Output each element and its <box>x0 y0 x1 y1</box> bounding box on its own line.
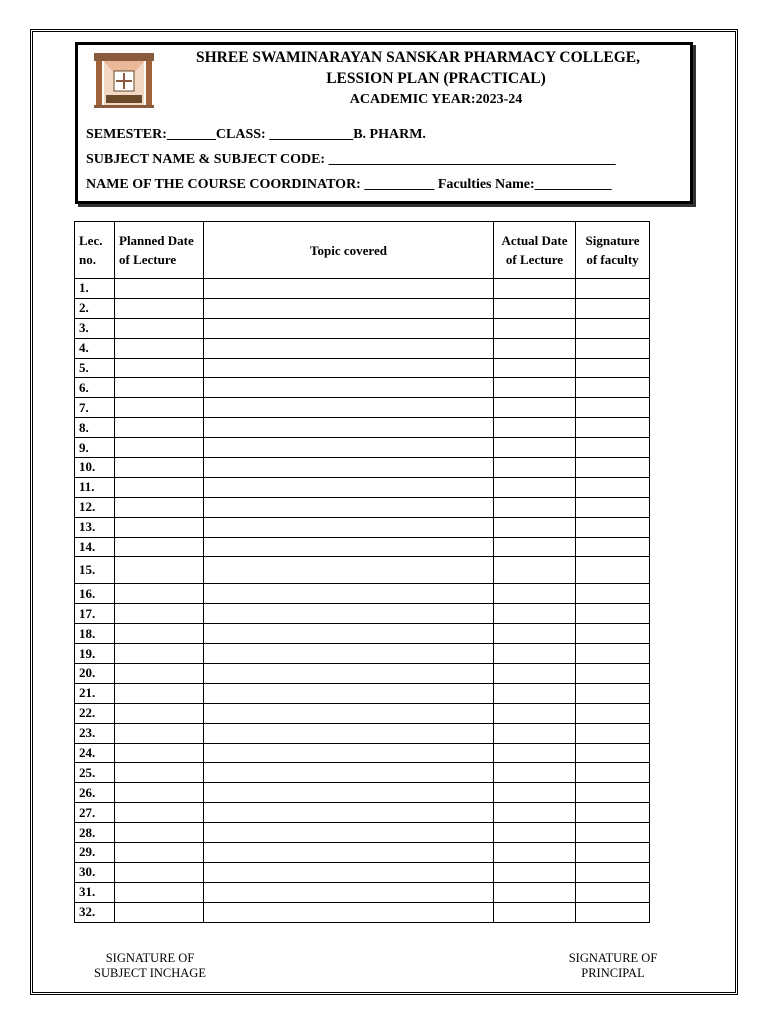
planned-date-cell[interactable] <box>115 604 204 624</box>
actual-date-cell[interactable] <box>494 338 576 358</box>
lecture-number: 14. <box>75 537 115 557</box>
topic-cell[interactable] <box>204 683 494 703</box>
planned-date-cell[interactable] <box>115 723 204 743</box>
lecture-number: 25. <box>75 763 115 783</box>
actual-date-cell[interactable] <box>494 477 576 497</box>
header-planned-date: Planned Date of Lecture <box>115 222 204 279</box>
signature-cell[interactable] <box>576 338 650 358</box>
topic-cell[interactable] <box>204 862 494 882</box>
signature-cell[interactable] <box>576 683 650 703</box>
topic-cell[interactable] <box>204 557 494 584</box>
signature-cell[interactable] <box>576 723 650 743</box>
planned-date-cell[interactable] <box>115 743 204 763</box>
actual-date-cell[interactable] <box>494 703 576 723</box>
table-row <box>75 398 650 418</box>
table-row <box>75 477 650 497</box>
lecture-number: 10. <box>75 458 115 478</box>
lecture-number: 8. <box>75 418 115 438</box>
planned-date-cell[interactable] <box>115 624 204 644</box>
planned-date-cell[interactable] <box>115 803 204 823</box>
lecture-number: 20. <box>75 664 115 684</box>
signature-cell[interactable] <box>576 584 650 604</box>
planned-date-cell[interactable] <box>115 279 204 299</box>
planned-date-cell[interactable] <box>115 318 204 338</box>
lecture-number: 7. <box>75 398 115 418</box>
lecture-number: 19. <box>75 644 115 664</box>
table-row <box>75 624 650 644</box>
table-row <box>75 358 650 378</box>
table-row <box>75 318 650 338</box>
table-row <box>75 862 650 882</box>
topic-cell[interactable] <box>204 902 494 922</box>
lecture-number: 22. <box>75 703 115 723</box>
topic-cell[interactable] <box>204 438 494 458</box>
table-row <box>75 703 650 723</box>
planned-date-cell[interactable] <box>115 843 204 863</box>
lecture-number: 3. <box>75 318 115 338</box>
actual-date-cell[interactable] <box>494 497 576 517</box>
planned-date-cell[interactable] <box>115 823 204 843</box>
principal-signature <box>548 951 678 981</box>
actual-date-cell[interactable] <box>494 604 576 624</box>
course-coordinator-line: NAME OF THE COURSE COORDINATOR: __________ Faculties Name:___________ <box>86 177 612 192</box>
actual-date-cell[interactable] <box>494 882 576 902</box>
topic-cell[interactable] <box>204 723 494 743</box>
table-row <box>75 584 650 604</box>
table-row <box>75 298 650 318</box>
planned-date-cell[interactable] <box>115 497 204 517</box>
topic-cell[interactable] <box>204 398 494 418</box>
actual-date-cell[interactable] <box>494 418 576 438</box>
signature-cell[interactable] <box>576 882 650 902</box>
actual-date-cell[interactable] <box>494 298 576 318</box>
planned-date-cell[interactable] <box>115 902 204 922</box>
actual-date-cell[interactable] <box>494 517 576 537</box>
semester-class-line: SEMESTER:_______CLASS: ____________B. PHARM. <box>86 127 426 142</box>
signature-cell[interactable] <box>576 477 650 497</box>
actual-date-cell[interactable] <box>494 862 576 882</box>
lecture-number: 21. <box>75 683 115 703</box>
table-row <box>75 743 650 763</box>
lecture-number: 18. <box>75 624 115 644</box>
planned-date-cell[interactable] <box>115 683 204 703</box>
college-name: SHREE SWAMINARAYAN SANSKAR PHARMACY COLLEGE, <box>196 49 640 66</box>
lecture-number: 23. <box>75 723 115 743</box>
table-row <box>75 438 650 458</box>
table-row <box>75 664 650 684</box>
lecture-number: 32. <box>75 902 115 922</box>
lecture-number: 12. <box>75 497 115 517</box>
header-lec-no: Lec. no. <box>75 222 115 279</box>
planned-date-cell[interactable] <box>115 763 204 783</box>
subject-incharge-signature-label: SIGNATURE OF SUBJECT INCHAGE <box>94 951 206 980</box>
lecture-number: 4. <box>75 338 115 358</box>
table-row <box>75 902 650 922</box>
signature-cell[interactable] <box>576 703 650 723</box>
planned-date-cell[interactable] <box>115 882 204 902</box>
topic-cell[interactable] <box>204 644 494 664</box>
lecture-number: 26. <box>75 783 115 803</box>
lecture-number: 17. <box>75 604 115 624</box>
actual-date-cell[interactable] <box>494 624 576 644</box>
signature-cell[interactable] <box>576 378 650 398</box>
topic-cell[interactable] <box>204 843 494 863</box>
topic-cell[interactable] <box>204 418 494 438</box>
actual-date-cell[interactable] <box>494 644 576 664</box>
planned-date-cell[interactable] <box>115 418 204 438</box>
signature-cell[interactable] <box>576 557 650 584</box>
actual-date-cell[interactable] <box>494 783 576 803</box>
planned-date-cell[interactable] <box>115 584 204 604</box>
signature-cell[interactable] <box>576 318 650 338</box>
table-row <box>75 683 650 703</box>
table-header-row <box>75 222 650 279</box>
signature-cell[interactable] <box>576 803 650 823</box>
signature-cell[interactable] <box>576 458 650 478</box>
topic-cell[interactable] <box>204 279 494 299</box>
planned-date-cell[interactable] <box>115 557 204 584</box>
table-row <box>75 803 650 823</box>
plan-title: LESSION PLAN (PRACTICAL) <box>326 70 546 87</box>
table-row <box>75 458 650 478</box>
signature-cell[interactable] <box>576 843 650 863</box>
actual-date-cell[interactable] <box>494 664 576 684</box>
signature-cell[interactable] <box>576 644 650 664</box>
actual-date-cell[interactable] <box>494 378 576 398</box>
signature-cell[interactable] <box>576 783 650 803</box>
planned-date-cell[interactable] <box>115 298 204 318</box>
table-row <box>75 517 650 537</box>
actual-date-cell[interactable] <box>494 843 576 863</box>
planned-date-cell[interactable] <box>115 862 204 882</box>
lecture-number: 27. <box>75 803 115 823</box>
planned-date-cell[interactable] <box>115 458 204 478</box>
signature-cell[interactable] <box>576 438 650 458</box>
table-body <box>75 279 650 923</box>
topic-cell[interactable] <box>204 477 494 497</box>
planned-date-cell[interactable] <box>115 783 204 803</box>
lesson-plan-table <box>74 221 650 923</box>
actual-date-cell[interactable] <box>494 398 576 418</box>
table-row <box>75 537 650 557</box>
table-row <box>75 843 650 863</box>
header-topic-covered: Topic covered <box>204 222 494 279</box>
signature-cell[interactable] <box>576 517 650 537</box>
signature-cell[interactable] <box>576 537 650 557</box>
actual-date-cell[interactable] <box>494 318 576 338</box>
topic-cell[interactable] <box>204 703 494 723</box>
lecture-number: 15. <box>75 557 115 584</box>
principal-signature-label: SIGNATURE OF PRINCIPAL <box>568 951 658 980</box>
planned-date-cell[interactable] <box>115 477 204 497</box>
planned-date-cell[interactable] <box>115 517 204 537</box>
lecture-number: 24. <box>75 743 115 763</box>
topic-cell[interactable] <box>204 298 494 318</box>
actual-date-cell[interactable] <box>494 438 576 458</box>
lecture-number: 1. <box>75 279 115 299</box>
signature-cell[interactable] <box>576 497 650 517</box>
topic-cell[interactable] <box>204 664 494 684</box>
lecture-number: 5. <box>75 358 115 378</box>
signature-cell[interactable] <box>576 624 650 644</box>
table-row <box>75 497 650 517</box>
lecture-number: 16. <box>75 584 115 604</box>
table-row <box>75 338 650 358</box>
actual-date-cell[interactable] <box>494 584 576 604</box>
topic-cell[interactable] <box>204 882 494 902</box>
lecture-number: 28. <box>75 823 115 843</box>
actual-date-cell[interactable] <box>494 358 576 378</box>
topic-cell[interactable] <box>204 537 494 557</box>
actual-date-cell[interactable] <box>494 458 576 478</box>
planned-date-cell[interactable] <box>115 378 204 398</box>
actual-date-cell[interactable] <box>494 279 576 299</box>
actual-date-cell[interactable] <box>494 763 576 783</box>
signature-cell[interactable] <box>576 664 650 684</box>
signature-cell[interactable] <box>576 298 650 318</box>
topic-cell[interactable] <box>204 763 494 783</box>
subject-name-line: SUBJECT NAME & SUBJECT CODE: _________________________________________ <box>86 152 616 167</box>
header-actual-date: Actual Date of Lecture <box>494 222 576 279</box>
topic-cell[interactable] <box>204 624 494 644</box>
actual-date-cell[interactable] <box>494 902 576 922</box>
planned-date-cell[interactable] <box>115 438 204 458</box>
header-signature-faculty: Signature of faculty <box>576 222 650 279</box>
topic-cell[interactable] <box>204 338 494 358</box>
signature-cell[interactable] <box>576 862 650 882</box>
table-row <box>75 882 650 902</box>
topic-cell[interactable] <box>204 378 494 398</box>
topic-cell[interactable] <box>204 358 494 378</box>
actual-date-cell[interactable] <box>494 537 576 557</box>
topic-cell[interactable] <box>204 458 494 478</box>
table-row <box>75 557 650 584</box>
signature-cell[interactable] <box>576 743 650 763</box>
topic-cell[interactable] <box>204 783 494 803</box>
topic-cell[interactable] <box>204 517 494 537</box>
table-row <box>75 763 650 783</box>
table-row <box>75 783 650 803</box>
signature-cell[interactable] <box>576 398 650 418</box>
signature-cell[interactable] <box>576 358 650 378</box>
lecture-number: 30. <box>75 862 115 882</box>
planned-date-cell[interactable] <box>115 703 204 723</box>
actual-date-cell[interactable] <box>494 723 576 743</box>
lecture-number: 13. <box>75 517 115 537</box>
table-row <box>75 604 650 624</box>
topic-cell[interactable] <box>204 803 494 823</box>
table-row <box>75 418 650 438</box>
topic-cell[interactable] <box>204 584 494 604</box>
actual-date-cell[interactable] <box>494 557 576 584</box>
planned-date-cell[interactable] <box>115 537 204 557</box>
actual-date-cell[interactable] <box>494 803 576 823</box>
actual-date-cell[interactable] <box>494 743 576 763</box>
table-row <box>75 279 650 299</box>
lecture-number: 9. <box>75 438 115 458</box>
lecture-number: 11. <box>75 477 115 497</box>
table-row <box>75 723 650 743</box>
topic-cell[interactable] <box>204 604 494 624</box>
header-box <box>75 42 693 204</box>
planned-date-cell[interactable] <box>115 398 204 418</box>
table-row <box>75 378 650 398</box>
planned-date-cell[interactable] <box>115 358 204 378</box>
topic-cell[interactable] <box>204 497 494 517</box>
topic-cell[interactable] <box>204 743 494 763</box>
actual-date-cell[interactable] <box>494 823 576 843</box>
signature-cell[interactable] <box>576 418 650 438</box>
planned-date-cell[interactable] <box>115 644 204 664</box>
subject-incharge-signature <box>80 951 220 981</box>
signature-cell[interactable] <box>576 823 650 843</box>
lecture-number: 2. <box>75 298 115 318</box>
planned-date-cell[interactable] <box>115 664 204 684</box>
signature-cell[interactable] <box>576 902 650 922</box>
topic-cell[interactable] <box>204 318 494 338</box>
signature-cell[interactable] <box>576 279 650 299</box>
signature-cell[interactable] <box>576 604 650 624</box>
table-row <box>75 644 650 664</box>
lecture-number: 31. <box>75 882 115 902</box>
signature-cell[interactable] <box>576 763 650 783</box>
actual-date-cell[interactable] <box>494 683 576 703</box>
table-row <box>75 823 650 843</box>
planned-date-cell[interactable] <box>115 338 204 358</box>
academic-year: ACADEMIC YEAR:2023-24 <box>349 92 523 107</box>
topic-cell[interactable] <box>204 823 494 843</box>
lecture-number: 6. <box>75 378 115 398</box>
lecture-number: 29. <box>75 843 115 863</box>
